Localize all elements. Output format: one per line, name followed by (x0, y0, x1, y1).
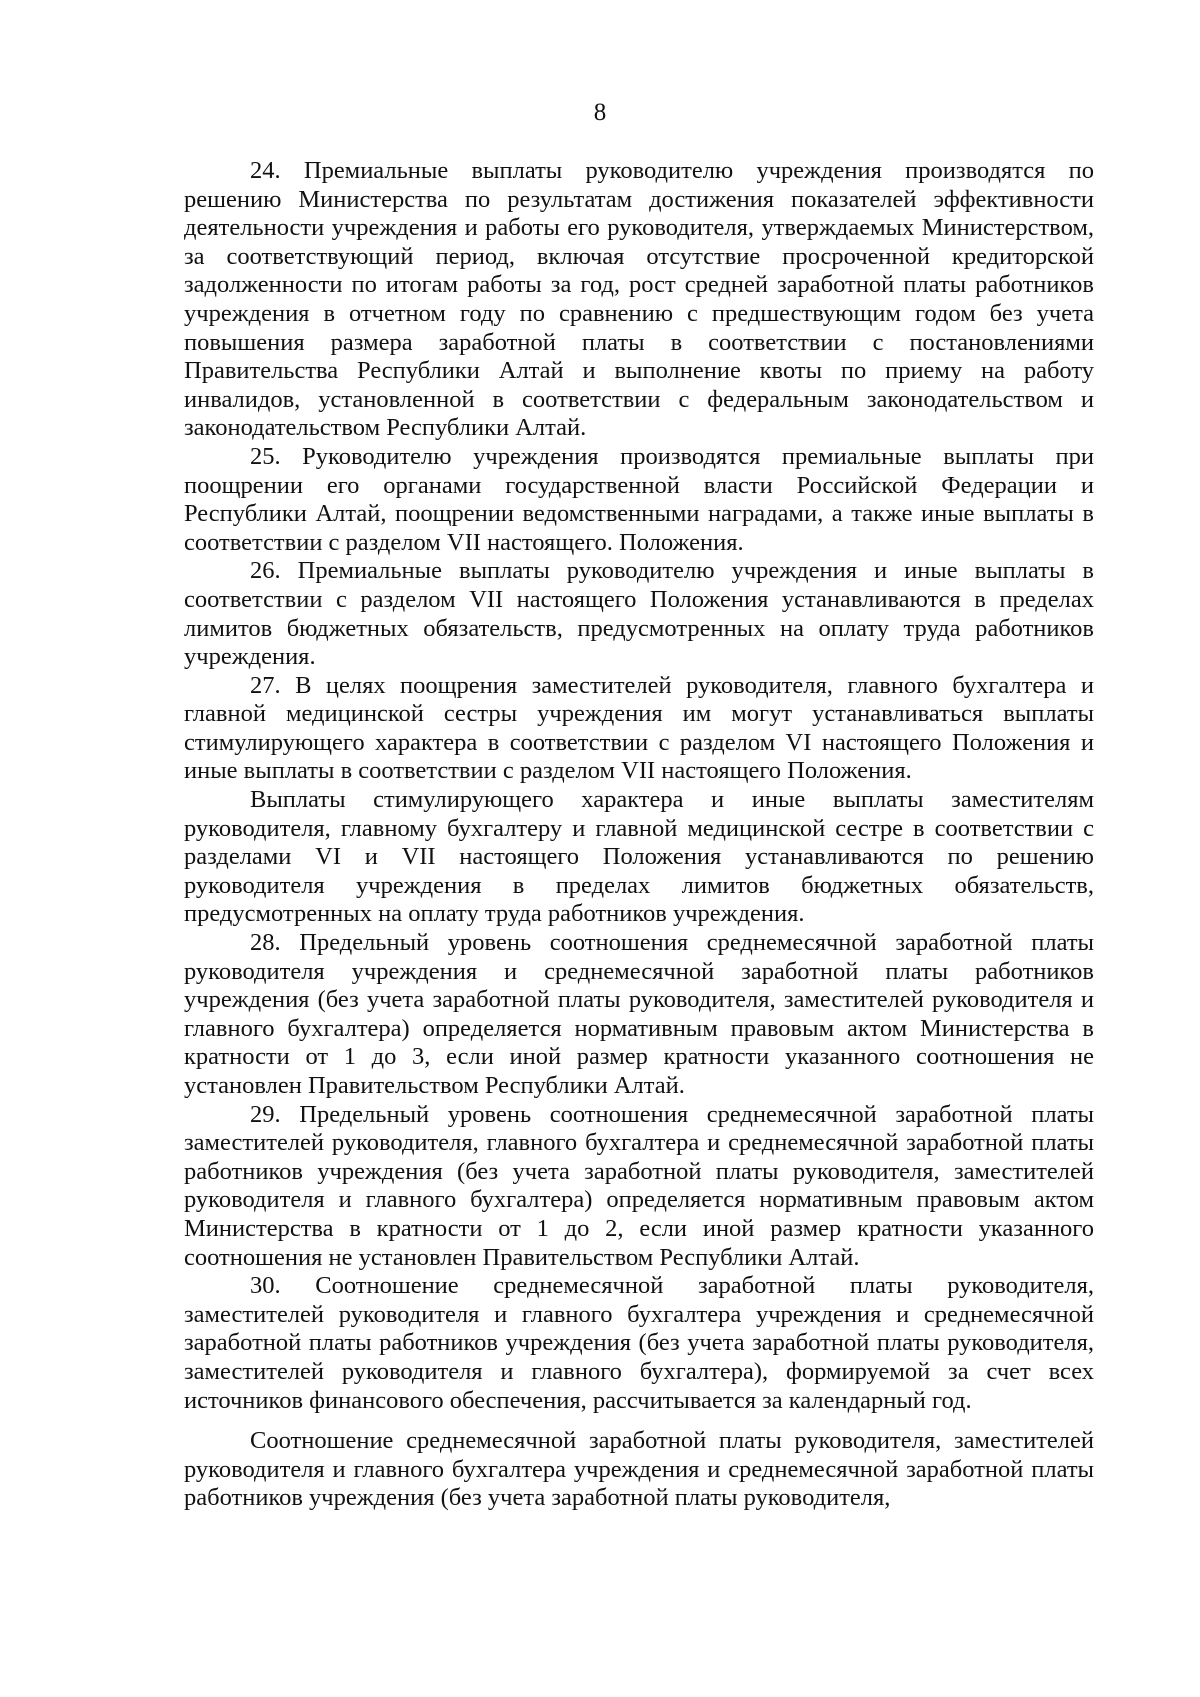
paragraph-30-continuation: Соотношение среднемесячной заработной платы руководителя, заместителей руководителя и главного бухгалтера учреждения и среднемесячной заработной платы работников учреждения (без учета заработной платы руководителя, (184, 1427, 1094, 1512)
paragraph-30: 30. Соотношение среднемесячной заработной платы руководителя, заместителей руководителя и главного бухгалтера учреждения и среднемесячной заработной платы работников учреждения (без учета заработной платы руководителя, заместителей руководителя и главного бухгалтера), формируемой за счет всех источников финансового обеспечения, рассчитывается за календарный год. (184, 1272, 1094, 1414)
paragraph-27-continuation: Выплаты стимулирующего характера и иные выплаты заместителям руководителя, главному бухгалтеру и главной медицинской сестре в соответствии с разделами VI и VII настоящего Положения устанавливаются по решению руководителя учреждения в пределах лимитов бюджетных обязательств, предусмотренных на оплату труда работников учреждения. (184, 786, 1094, 928)
page-number: 8 (593, 99, 607, 126)
paragraph-28: 28. Предельный уровень соотношения среднемесячной заработной платы руководителя учреждения и среднемесячной заработной платы работников учреждения (без учета заработной платы руководителя, заместителей руководителя и главного бухгалтера) определяется нормативным правовым актом Министерства в кратности от 1 до 3, если иной размер кратности указанного соотношения не установлен Правительством Республики Алтай. (184, 929, 1094, 1099)
paragraph-25: 25. Руководителю учреждения производятся премиальные выплаты при поощрении его органами государственной власти Российской Федерации и Республики Алтай, поощрении ведомственными наградами, а также иные выплаты в соответствии с разделом VII настоящего. Положения. (184, 442, 1094, 556)
paragraph-26: 26. Премиальные выплаты руководителю учреждения и иные выплаты в соответствии с разделом VII настоящего Положения устанавливаются в пределах лимитов бюджетных обязательств, предусмотренных на оплату труда работников учреждения. (184, 557, 1094, 671)
paragraph-24: 24. Премиальные выплаты руководителю учреждения производятся по решению Министерства по результатам достижения показателей эффективности деятельности учреждения и работы его руководителя, утверждаемых Министерством, за соответствующий период, включая отсутствие просроченной кредиторской задолженности по итогам работы за год, рост средней заработной платы работников учреждения в отчетном году по сравнению с предшествующим годом без учета повышения размера заработной платы в соответствии с постановлениями Правительства Республики Алтай и выполнение квоты по приему на работу инвалидов, установленной в соответствии с федеральным законодательством и законодательством Республики Алтай. (184, 157, 1094, 442)
paragraph-27: 27. В целях поощрения заместителей руководителя, главного бухгалтера и главной медицинской сестры учреждения им могут устанавливаться выплаты стимулирующего характера в соответствии с разделом VI настоящего Положения и иные выплаты в соответствии с разделом VII настоящего Положения. (184, 671, 1094, 785)
document-body (184, 157, 1094, 1513)
paragraph-29: 29. Предельный уровень соотношения среднемесячной заработной платы заместителей руководителя, главного бухгалтера и среднемесячной заработной платы работников учреждения (без учета заработной платы руководителя, заместителей руководителя и главного бухгалтера) определяется нормативным правовым актом Министерства в кратности от 1 до 2, если иной размер кратности указанного соотношения не установлен Правительством Республики Алтай. (184, 1100, 1094, 1271)
